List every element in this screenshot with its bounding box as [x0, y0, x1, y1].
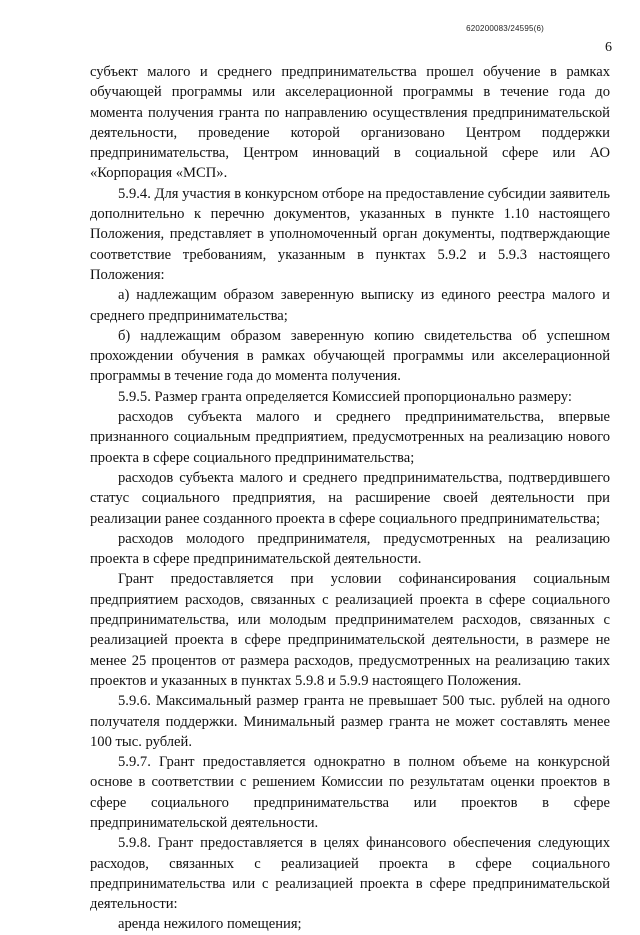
- list-item-a: а) надлежащим образом заверенную выписку из единого реестра малого и среднего предпринимательства;: [90, 287, 610, 324]
- paragraph-continuation: субъект малого и среднего предпринимательства прошел обучение в рамках обучающей программы или акселерационной программы в течение года до момента получения гранта по направлению осуществления предпринимательской деятельности, проведение которой организовано Центром поддержки предпринимательства, Центром инноваций в социальной сфере или АО «Корпорация «МСП».: [90, 64, 610, 182]
- document-body: [90, 62, 610, 935]
- list-item-expenses-expansion: расходов субъекта малого и среднего предпринимательства, подтвердившего статус социального предприятия, на расширение своей деятельности при реализации ранее созданного проекта в сфере социального предпринимательства;: [90, 469, 610, 527]
- paragraph-5-9-5: 5.9.5. Размер гранта определяется Комиссией пропорционально размеру:: [118, 388, 572, 405]
- document-id: 620200083/24595(6): [466, 24, 544, 33]
- paragraph-5-9-6: 5.9.6. Максимальный размер гранта не превышает 500 тыс. рублей на одного получателя поддержки. Минимальный размер гранта не может составлять менее 100 тыс. рублей.: [90, 693, 610, 750]
- paragraph-5-9-4: 5.9.4. Для участия в конкурсном отборе на предоставление субсидии заявитель дополнительно к перечню документов, указанных в пункте 1.10 настоящего Положения, представляет в уполномоченный орган документы, подтверждающие соответствие требованиям, указанным в пунктах 5.9.2 и 5.9.3 настоящего Положения:: [90, 185, 610, 283]
- paragraph-5-9-7: 5.9.7. Грант предоставляется однократно в полном объеме на конкурсной основе в соответствии с решением Комиссии по результатам оценки проектов в сфере социального предпринимательства или проектов в сфере предпринимательской деятельности.: [90, 754, 610, 831]
- list-item-rent: аренда нежилого помещения;: [118, 916, 302, 933]
- paragraph-cofinancing: Грант предоставляется при условии софинансирования социальным предприятием расходов, связанных с реализацией проекта в сфере социального предпринимательства, или молодым предпринимателем расходов, связанных с реализацией проекта в сфере предпринимательской деятельности, в размере не менее 25 процентов от размера расходов, предусмотренных на реализацию таких проектов и указанных в пунктах 5.9.8 и 5.9.9 настоящего Положения.: [90, 571, 610, 689]
- list-item-expenses-young-entrepreneur: расходов молодого предпринимателя, предусмотренных на реализацию проекта в сфере предпринимательской деятельности.: [90, 530, 610, 568]
- page-number: 6: [605, 40, 612, 55]
- list-item-b: б) надлежащим образом заверенную копию свидетельства об успешном прохождении обучения в рамках обучающей программы или акселерационной программы в течение года до момента получения.: [90, 327, 610, 385]
- paragraph-5-9-8: 5.9.8. Грант предоставляется в целях финансового обеспечения следующих расходов, связанных с реализацией проекта в сфере социального предпринимательства или с реализацией проекта в сфере предпринимательской деятельности:: [90, 835, 610, 913]
- list-item-expenses-new-project: расходов субъекта малого и среднего предпринимательства, впервые признанного социальным предприятием, предусмотренных на реализацию нового проекта в сфере социального предпринимательства;: [90, 409, 610, 466]
